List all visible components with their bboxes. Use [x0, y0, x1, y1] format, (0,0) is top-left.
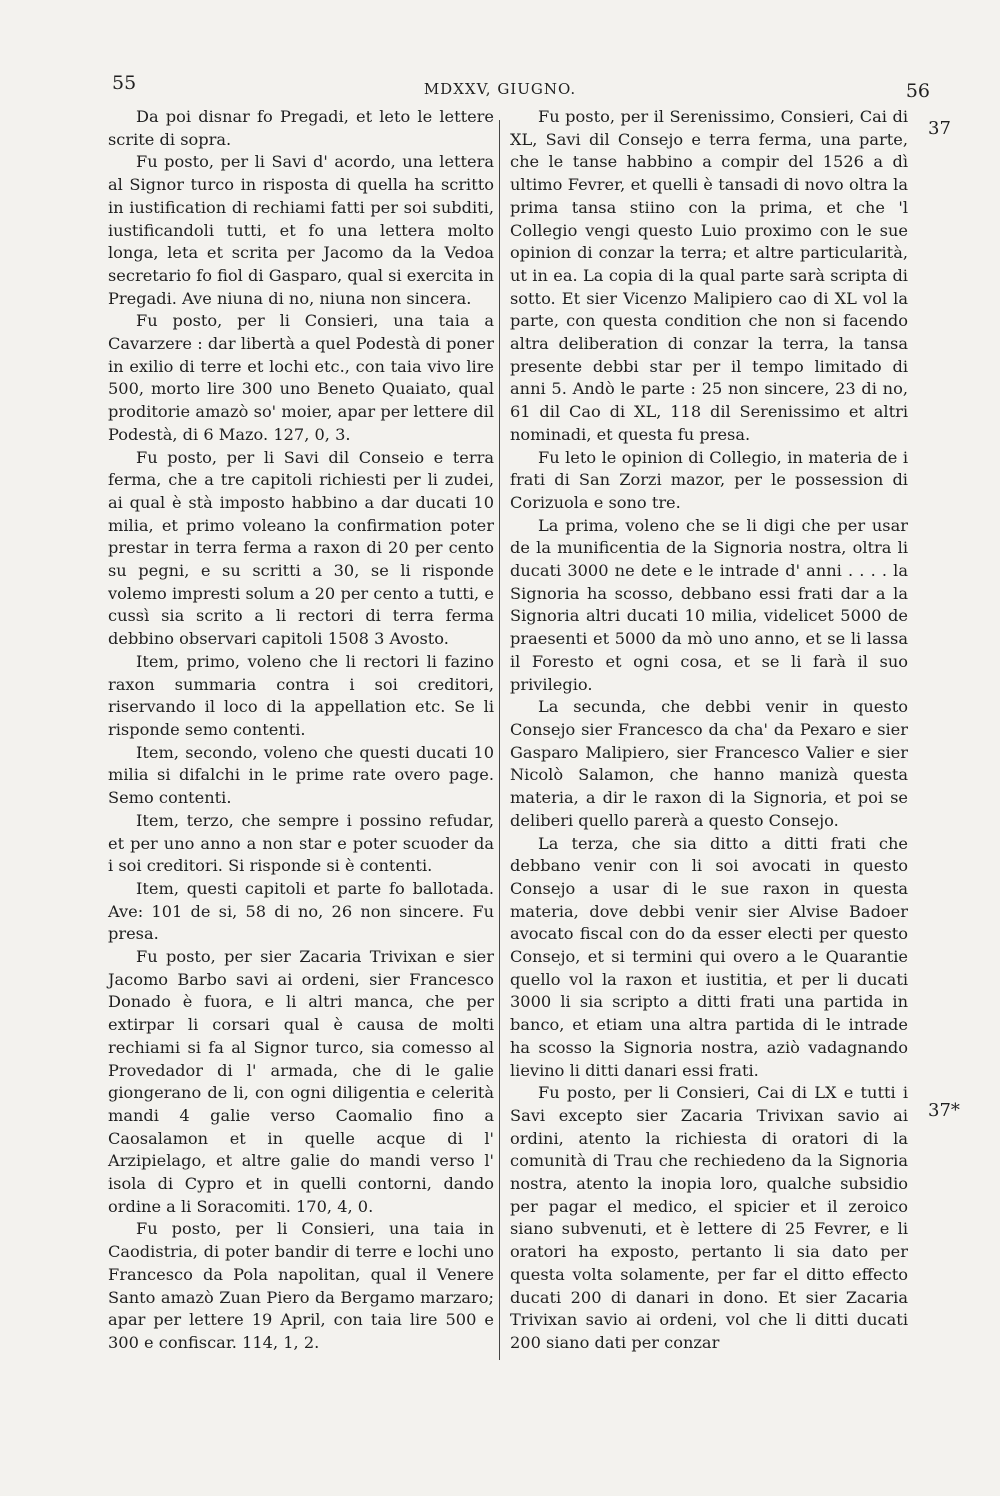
paragraph: Fu posto, per li Savi d' acordo, una lettera al Signor turco in risposta di quella ha scritto in iustification di rechiami fatti per soi subditi, iustificandoli tutti, et fo una lettera molto longa, leta et scrita per Jacomo da la Vedoa secretario fo fiol di Gasparo, qual si exercita in Pregadi. Ave niuna di no, niuna non sincera. [108, 152, 494, 308]
paragraph: Fu posto, per sier Zacaria Trivixan e sier Jacomo Barbo savi ai ordeni, sier Francesco Donado è fuora, e li altri manca, che per extirpar li corsari qual è causa de molti rechiami si fa al Signor turco, sia comesso al Provedador di l' armada, che di le galie giongerano de li, con ogni diligentia e celerità mandi 4 galie verso Caomalio fino a Caosalamon et in quelle acque di l' Arzipielago, et altre galie do mandi verso l' isola di Cypro et in quelli contorni, dando ordine a li Soracomiti. 170, 4, 0. [108, 947, 494, 1216]
margin-note: 37 [928, 118, 951, 139]
paragraph: Item, secondo, voleno che questi ducati 10 milia si difalchi in le prime rate overo page. Semo contenti. [108, 742, 494, 808]
paragraph: Fu posto, per li Consieri, una taia a Cavarzere : dar libertà a quel Podestà di poner in exilio di terre et lochi etc., con taia vivo lire 500, morto lire 300 uno Beneto Quaiato, qual proditorie amazò so' moier, apar per lettere dil Podestà, di 6 Mazo. 127, 0, 3. [108, 311, 494, 444]
page-number-left: 55 [112, 72, 137, 94]
page-number-right: 56 [905, 80, 930, 102]
right-column [510, 106, 908, 1355]
paragraph: La secunda, che debbi venir in questo Consejo sier Francesco da cha' da Pexaro e sier Gasparo Malipiero, sier Francesco Valier e sier Nicolò Salamon, che hanno manizà questa materia, a dir le raxon di la Signoria, et poi se deliberi quello parerà a questo Consejo. [510, 697, 908, 830]
left-column [108, 106, 494, 1355]
paragraph: Item, questi capitoli et parte fo ballotada. Ave: 101 de si, 58 di no, 26 non sincere. Fu presa. [108, 878, 494, 944]
paragraph: Fu posto, per li Consieri, una taia in Caodistria, di poter bandir di terre e lochi uno Francesco da Pola napolitan, qual il Venere Santo amazò Zuan Piero da Bergamo marzaro; apar per lettere 19 April, con taia lire 500 e 300 e confiscar. 114, 1, 2. [108, 1219, 494, 1352]
column-divider [499, 120, 500, 1360]
paragraph: Fu posto, per li Savi dil Conseio e terra ferma, che a tre capitoli richiesti per li zudei, ai qual è stà imposto habbino a dar ducati 10 milia, et primo voleano la confirmation poter prestar in terra ferma a raxon di 20 per cento su pegni, e su scritti a 30, se li risponde volemo impresti solum a 20 per cento a tutti, e cussì sia scrito a li rectori di terra ferma debbino observari capitoli 1508 3 Avosto. [108, 447, 494, 649]
running-title: MDXXV, GIUGNO. [423, 80, 577, 98]
paragraph: Fu leto le opinion di Collegio, in materia de i frati di San Zorzi mazor, per le possession di Corizuola e sono tre. [510, 447, 908, 512]
margin-note: 37* [928, 1100, 960, 1121]
paragraph: Fu posto, per il Serenissimo, Consieri, Cai di XL, Savi dil Consejo e terra ferma, una parte, che le tanse habbino a compir del 1526 a dì ultimo Fevrer, et quelli è tansadi di novo oltra la prima tansa stiino con la prima, et che 'l Collegio vengi questo Luio proximo con le sue opinion di conzar la terra; et altre particularità, ut in ea. La copia di la qual parte sarà scripta di sotto. Et sier Vicenzo Malipiero cao di XL vol la parte, con questa condition che non si facendo altra deliberation di conzar la terra, la tansa presente debbi star per il tempo limitado di anni 5. Andò le parte : 25 non sincere, 23 di no, 61 dil Cao di XL, 118 dil Serenissimo et altri nominadi, et questa fu presa. [510, 107, 908, 444]
paragraph: Da poi disnar fo Pregadi, et leto le lettere scrite di sopra. [108, 107, 494, 149]
paragraph: Fu posto, per li Consieri, Cai di LX e tutti i Savi excepto sier Zacaria Trivixan savio ai ordini, atento la richiesta di oratori di la comunità di Trau che rechiedeno da la Signoria nostra, atento la inopia loro, qualche subsidio per pagar el medico, el spicier et il zeroico siano subvenuti, et è lettere di 25 Fevrer, e li oratori ha exposto, pertanto li sia dato per questa volta solamente, per far el ditto effecto ducati 200 di danari in dono. Et sier Zacaria Trivixan savio ai ordeni, vol che li ditti ducati 200 siano dati per conzar [510, 1083, 908, 1352]
paragraph: La prima, voleno che se li digi che per usar de la munificentia de la Signoria nostra, oltra li ducati 3000 ne dete e le intrade d' anni . . . . la Signoria ha scosso, debbano essi frati dar a la Signoria altri ducati 10 milia, videlicet 5000 de praesenti et 5000 da mò uno anno, et se li lassa il Foresto et ogni cosa, et se li farà il suo privilegio. [510, 515, 908, 694]
paragraph: La terza, che sia ditto a ditti frati che debbano venir con li soi avocati in questo Consejo a usar di le sue raxon in questa materia, dove debbi venir sier Alvise Badoer avocato fiscal con do da esser electi per questo Consejo, et si termini qui overo a le Quarantie quello vol la raxon et iustitia, et per li ducati 3000 li sia scripto a ditti frati una partida in banco, et etiam una altra partida di le intrade ha scosso la Signoria nostra, aziò vadagnando lievino li ditti danari essi frati. [510, 833, 908, 1080]
paragraph: Item, primo, voleno che li rectori li fazino raxon summaria contra i soi creditori, riservando il loco di la appellation etc. Se li risponde semo contenti. [108, 651, 494, 739]
paragraph: Item, terzo, che sempre i possino refudar, et per uno anno a non star e poter scuoder da i soi creditori. Si risponde si è contenti. [108, 810, 494, 876]
